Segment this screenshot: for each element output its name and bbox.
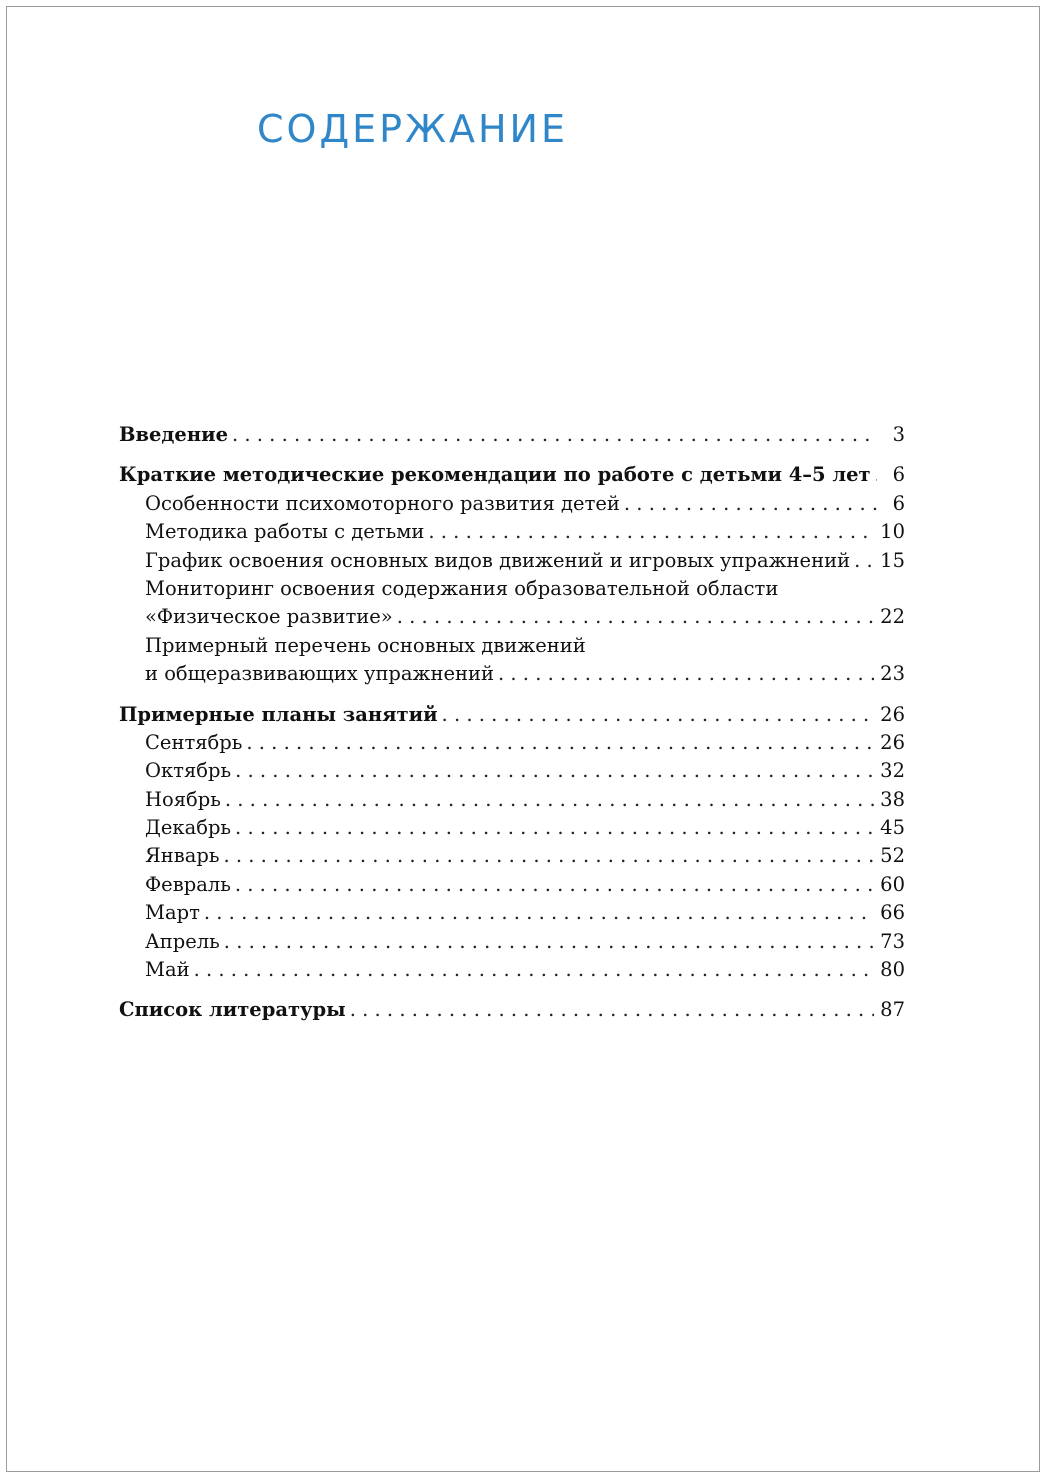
toc-entry-label: Ноябрь	[145, 787, 221, 811]
dot-leader	[235, 814, 874, 842]
toc-entry-month[interactable]	[119, 842, 905, 870]
toc-entry-label: «Физическое развитие»	[145, 605, 393, 629]
toc-entry-label: Методика работы с детьми	[145, 520, 425, 544]
dot-leader	[232, 421, 877, 449]
toc-entry-month[interactable]	[119, 786, 905, 814]
dot-leader	[235, 871, 874, 899]
toc-entry-label: Краткие методические рекомендации по работе с детьми 4–5 лет	[119, 463, 871, 487]
toc-entry-list[interactable]	[119, 660, 905, 688]
toc-entry-month[interactable]	[119, 814, 905, 842]
document-page	[6, 6, 1040, 1472]
toc-page-number: 26	[880, 702, 905, 726]
toc-page-number: 73	[880, 929, 905, 953]
toc-entry-label: Апрель	[145, 929, 220, 953]
toc-entry-label: График освоения основных видов движений и игровых упражнений	[145, 548, 851, 572]
toc-entry-plans[interactable]	[119, 701, 905, 729]
toc-page-number: 45	[880, 816, 905, 840]
table-of-contents	[119, 421, 905, 1025]
toc-page-number: 66	[880, 901, 905, 925]
dot-leader	[428, 518, 874, 546]
toc-entry-month[interactable]	[119, 956, 905, 984]
dot-leader	[875, 461, 877, 489]
toc-entry-label: и общеразвивающих упражнений	[145, 662, 495, 686]
toc-entry-label: Список литературы	[119, 998, 346, 1022]
toc-page-number: 15	[880, 548, 905, 572]
toc-entry-month[interactable]	[119, 899, 905, 927]
toc-page-number: 6	[892, 491, 905, 515]
toc-page-number: 6	[892, 463, 905, 487]
toc-page-number: 23	[880, 662, 905, 686]
toc-entry-label: Январь	[145, 844, 220, 868]
toc-entry-month[interactable]	[119, 729, 905, 757]
toc-entry-label: Октябрь	[145, 759, 232, 783]
toc-page-number: 32	[880, 759, 905, 783]
toc-page-number: 87	[880, 998, 905, 1022]
toc-entry-label: Примерные планы занятий	[119, 702, 438, 726]
toc-page-number: 60	[880, 872, 905, 896]
toc-entry-label: Декабрь	[145, 816, 232, 840]
dot-leader	[224, 928, 874, 956]
toc-entry-monitoring-line1[interactable]: Мониторинг освоения содержания образовательной области	[145, 576, 779, 600]
toc-entry-intro[interactable]	[119, 421, 905, 449]
toc-entry-monitoring[interactable]	[119, 603, 905, 631]
toc-page-number: 80	[880, 958, 905, 982]
dot-leader	[246, 729, 874, 757]
toc-entry-list-line1[interactable]: Примерный перечень основных движений	[145, 633, 586, 657]
toc-page-number: 26	[880, 730, 905, 754]
dot-leader	[194, 956, 875, 984]
dot-leader	[624, 490, 877, 518]
toc-entry-month[interactable]	[119, 757, 905, 785]
page-title: СОДЕРЖАНИЕ	[257, 107, 568, 151]
toc-entry-label: Февраль	[145, 872, 231, 896]
toc-page-number: 38	[880, 787, 905, 811]
toc-entry-month[interactable]	[119, 928, 905, 956]
dot-leader	[223, 842, 874, 870]
toc-entry-schedule[interactable]	[119, 547, 905, 575]
toc-page-number: 3	[892, 423, 905, 446]
dot-leader	[442, 701, 875, 729]
toc-page-number: 22	[880, 605, 905, 629]
dot-leader	[225, 786, 874, 814]
toc-entry-label: Сентябрь	[145, 730, 243, 754]
dot-leader	[350, 996, 874, 1024]
toc-entry-label: Март	[145, 901, 200, 925]
toc-entry-month[interactable]	[119, 871, 905, 899]
dot-leader	[498, 660, 874, 688]
toc-entry-method[interactable]	[119, 518, 905, 546]
dot-leader	[397, 603, 874, 631]
toc-entry-features[interactable]	[119, 490, 905, 518]
toc-page-number: 10	[880, 520, 905, 544]
toc-entry-literature[interactable]	[119, 996, 905, 1024]
toc-entry-label: Май	[145, 958, 190, 982]
toc-page-number: 52	[880, 844, 905, 868]
dot-leader	[235, 757, 874, 785]
dot-leader	[854, 547, 874, 575]
toc-entry-label: Особенности психомоторного развития детей	[145, 491, 620, 515]
dot-leader	[204, 899, 874, 927]
toc-entry-recommendations[interactable]	[119, 461, 905, 489]
toc-entry-label: Введение	[119, 423, 228, 446]
